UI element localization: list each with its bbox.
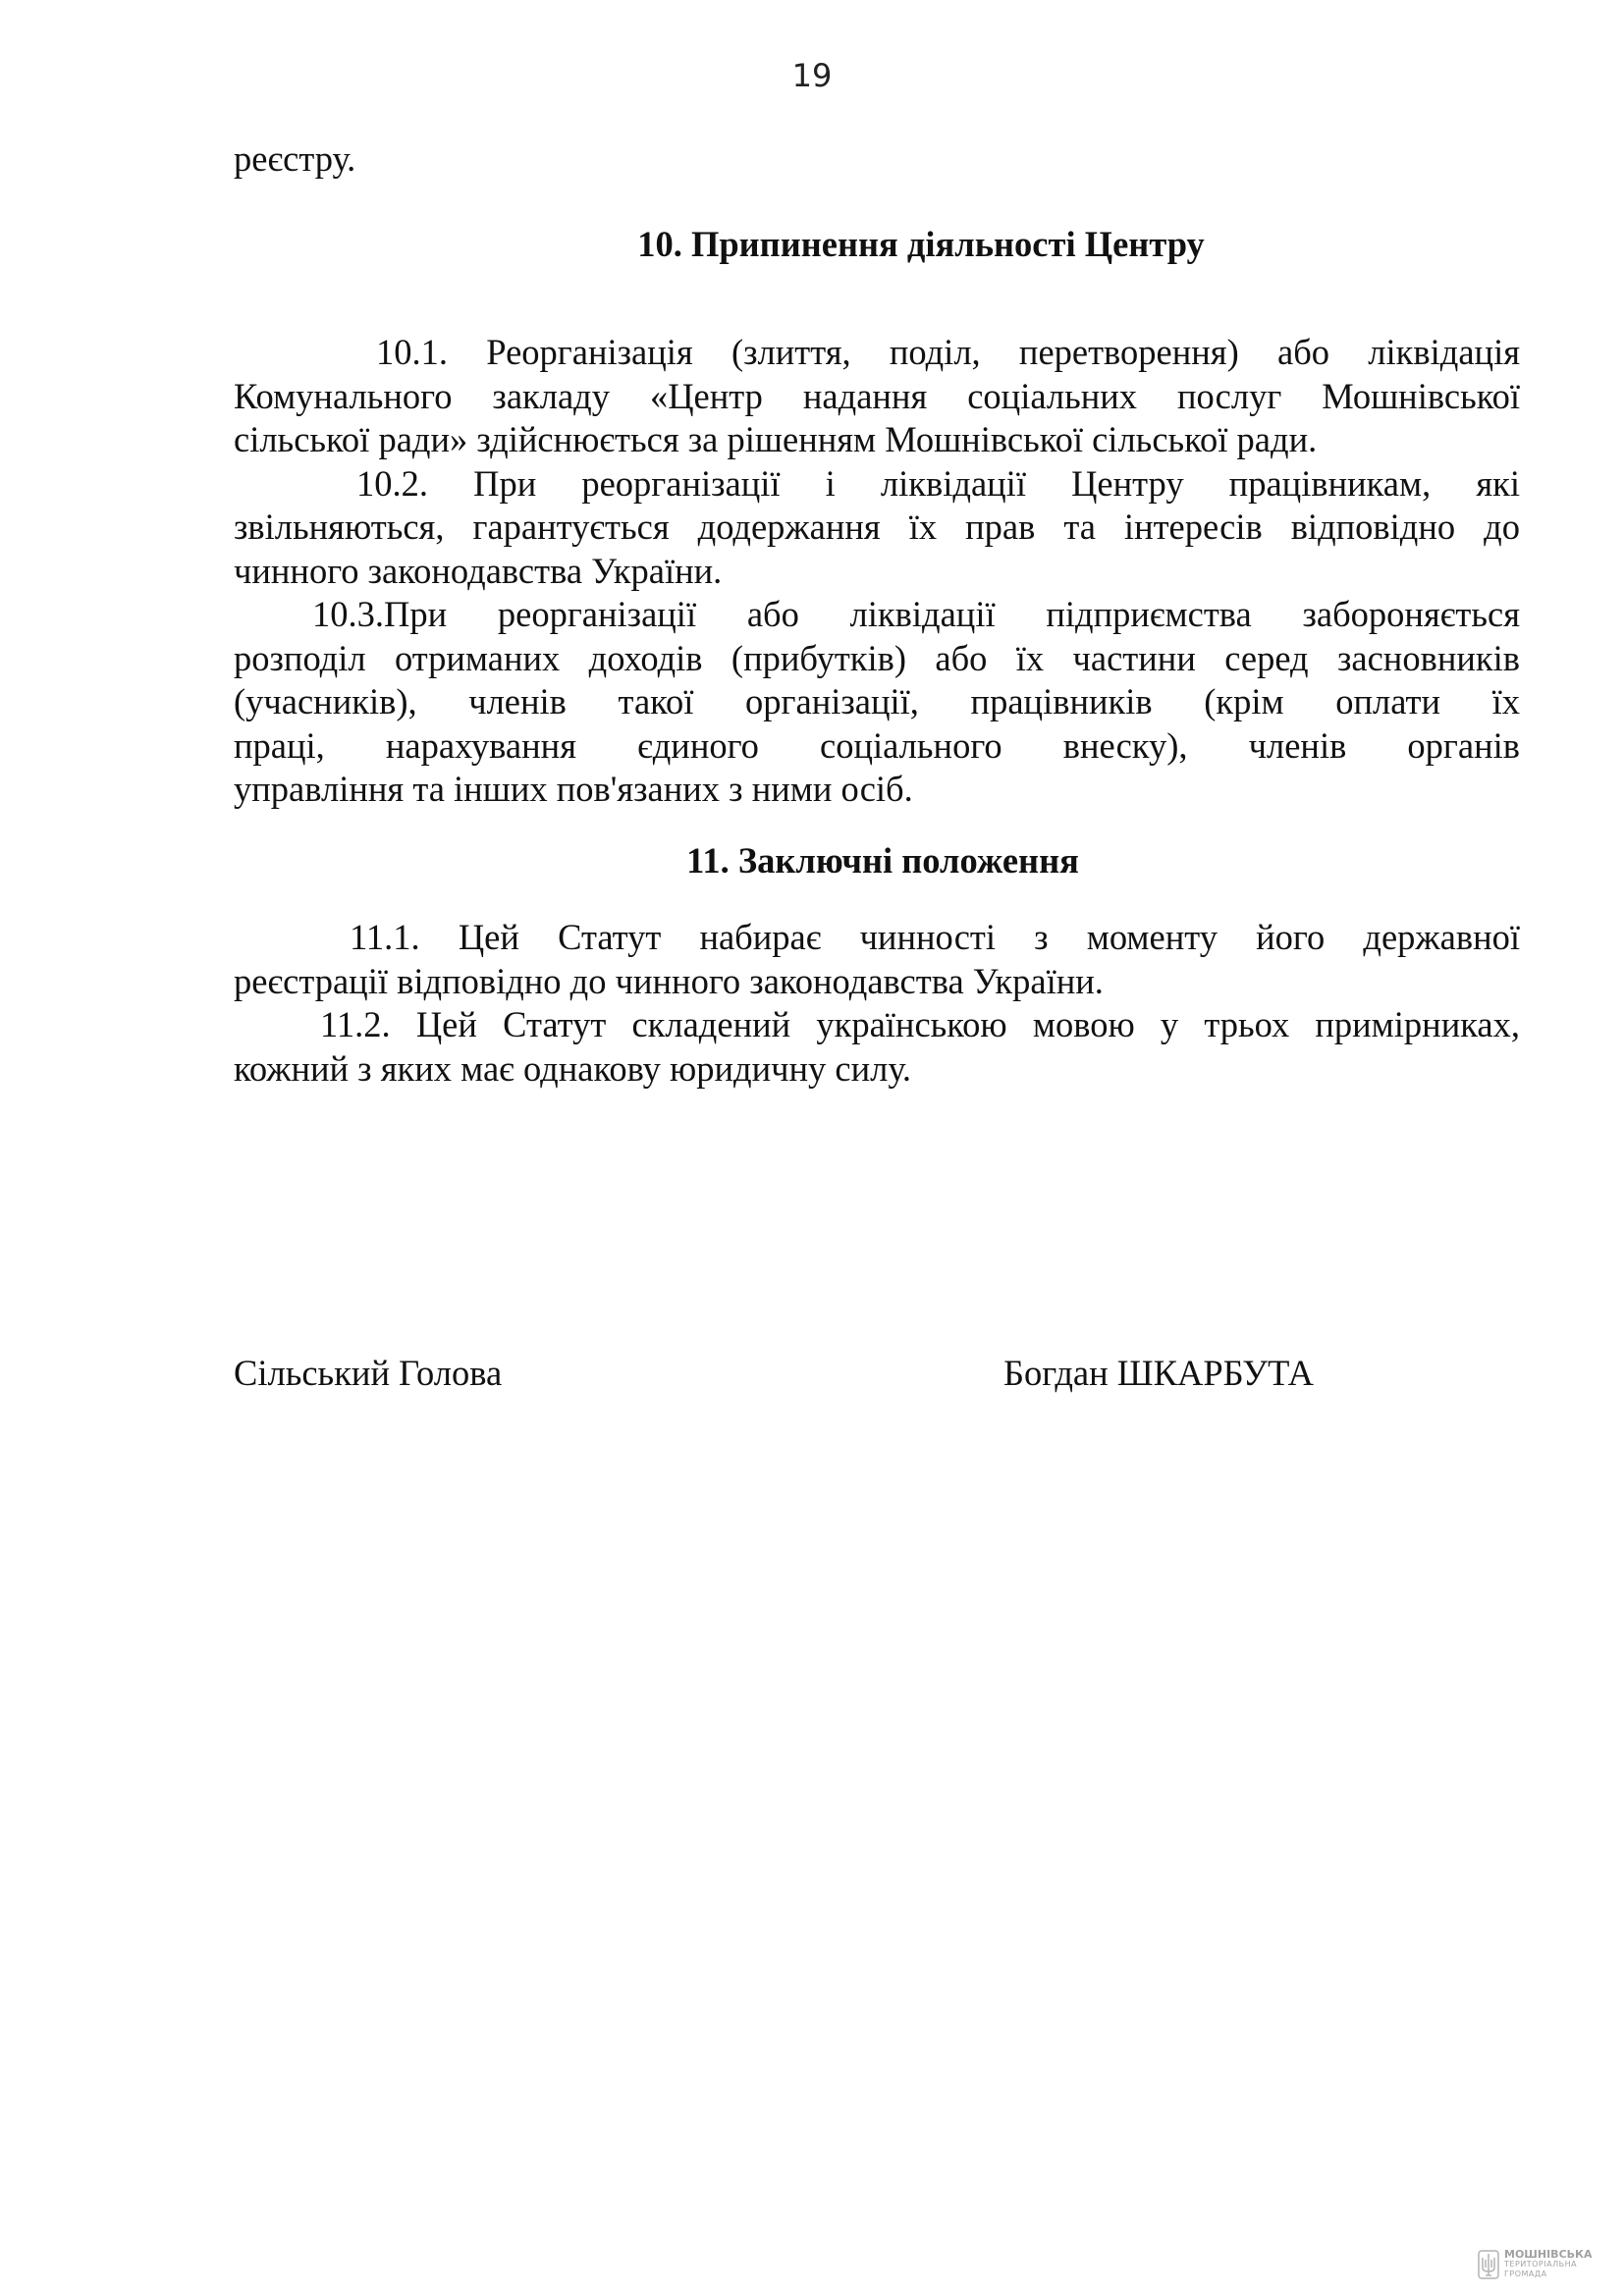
page-number: 19: [791, 57, 833, 94]
paragraph-10-2: [234, 462, 1520, 594]
paragraph-line: 10.3.При реорганізації або ліквідації підприємства забороняється: [312, 594, 1520, 634]
paragraph-line: праці, нарахування єдиного соціального внеску), членів органів: [234, 724, 1520, 766]
paragraph-11-1: [234, 916, 1520, 1003]
trident-emblem-icon: [1478, 2250, 1499, 2279]
watermark-logo: [1478, 2250, 1593, 2279]
paragraph-line: управління та інших пов'язаних з ними осіб.: [234, 769, 913, 809]
paragraph-11-2: [234, 1003, 1520, 1091]
document-body: [234, 137, 1520, 1091]
top-fragment: реєстру.: [234, 138, 356, 179]
paragraph-line: 10.2. При реорганізації і ліквідації Центру працівникам, які: [356, 462, 1520, 504]
watermark-line: МОШНІВСЬКА: [1504, 2248, 1593, 2261]
watermark-text: [1504, 2250, 1593, 2279]
paragraph-line: 10.1. Реорганізація (злиття, поділ, перетворення) або ліквідація: [376, 332, 1520, 372]
paragraph-line: реєстрації відповідно до чинного законодавства України.: [234, 960, 1104, 1001]
watermark-line: ГРОМАДА: [1504, 2269, 1547, 2278]
section-10-title: 10. Припинення діяльності Центру: [637, 223, 1205, 264]
paragraph-10-3: [234, 593, 1520, 812]
watermark-line: ТЕРИТОРІАЛЬНА: [1504, 2260, 1578, 2269]
paragraph-line: (учасників), членів такої організації, працівників (крім оплати їх: [234, 681, 1520, 721]
paragraph-line: чинного законодавства України.: [234, 550, 723, 591]
section-11-title: 11. Заключні положення: [686, 839, 1079, 881]
signature-name: Богдан ШКАРБУТА: [1003, 1353, 1314, 1393]
paragraph-line: сільської ради» здійснюється за рішенням Мошнівської сільської ради.: [234, 419, 1318, 459]
paragraph-line: Комунального закладу «Центр надання соціальних послуг Мошнівської: [234, 375, 1520, 416]
paragraph-line: кожний з яких має однакову юридичну силу.: [234, 1047, 912, 1089]
paragraph-line: 11.2. Цей Статут складений українською мовою у трьох примірниках,: [320, 1004, 1520, 1044]
paragraph-line: звільняються, гарантується додержання їх прав та інтересів відповідно до: [234, 507, 1520, 547]
paragraph-line: 11.1. Цей Статут набирає чинності з моменту його державної: [350, 917, 1520, 957]
signature-position: Сільський Голова: [234, 1353, 503, 1393]
paragraph-line: розподіл отриманих доходів (прибутків) або їх частини серед засновників: [234, 637, 1520, 678]
paragraph-10-1: [234, 331, 1520, 462]
